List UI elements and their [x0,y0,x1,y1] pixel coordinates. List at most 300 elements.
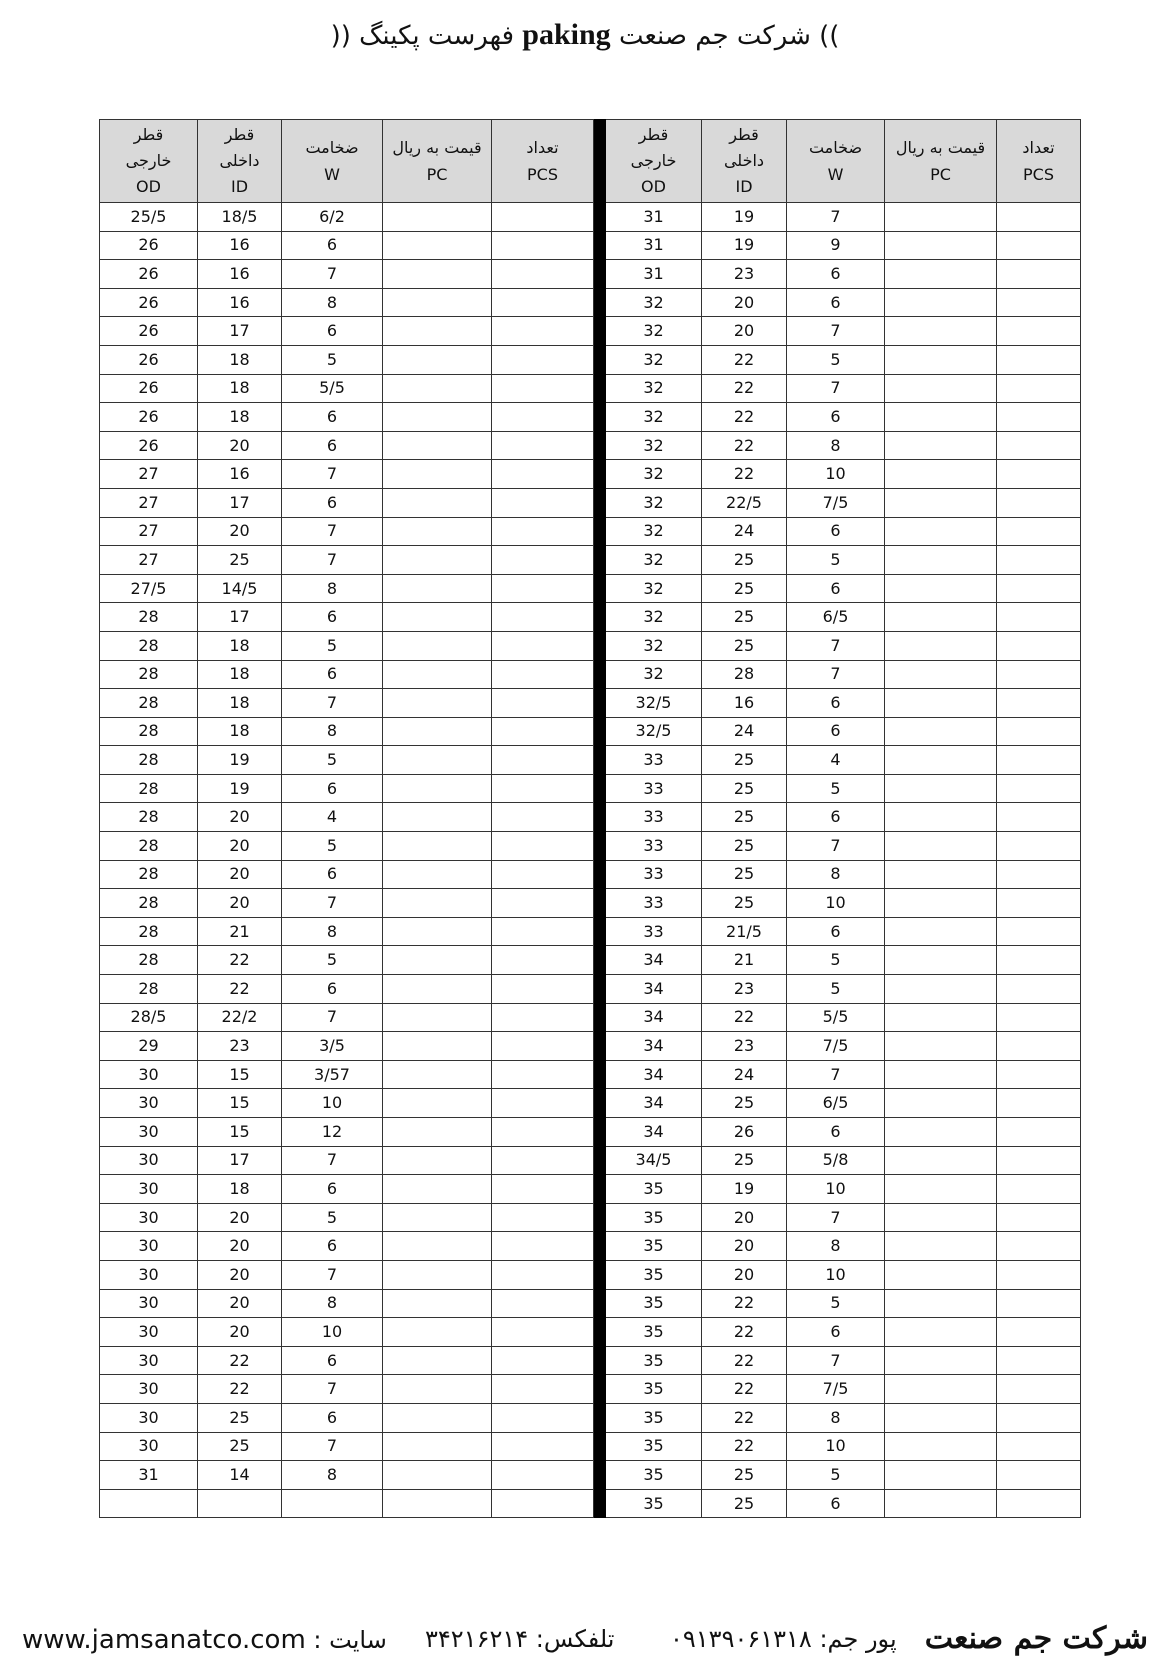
right-w-cell: 6/5 [787,1089,885,1118]
table-row [100,1203,1081,1232]
left-pcs-cell[interactable] [492,231,594,260]
right-pcs-cell[interactable] [997,1146,1081,1175]
mobile-number: ۰۹۱۳۹۰۶۱۳۱۸ [670,1625,812,1653]
left-od-cell [100,1489,198,1518]
right-pc-cell[interactable] [885,288,997,317]
left-pc-cell[interactable] [383,1432,492,1461]
right-pc-cell[interactable] [885,345,997,374]
right-pc-cell[interactable] [885,403,997,432]
left-pcs-cell[interactable] [492,1089,594,1118]
right-pc-cell[interactable] [885,203,997,232]
left-pc-cell[interactable] [383,1489,492,1518]
left-pcs-cell[interactable] [492,546,594,575]
left-w-cell: 7 [282,260,383,289]
left-pcs-cell[interactable] [492,1060,594,1089]
left-pc-cell[interactable] [383,1403,492,1432]
left-pc-cell[interactable] [383,1461,492,1490]
left-pcs-cell[interactable] [492,288,594,317]
table-row [100,317,1081,346]
left-pcs-cell[interactable] [492,1289,594,1318]
left-pc-cell[interactable] [383,1260,492,1289]
right-pc-cell[interactable] [885,1089,997,1118]
left-pcs-cell[interactable] [492,374,594,403]
right-od-cell: 33 [606,860,702,889]
right-pcs-cell[interactable] [997,288,1081,317]
column-separator [594,517,606,546]
left-pc-cell[interactable] [383,260,492,289]
left-pcs-cell[interactable] [492,717,594,746]
right-pcs-cell[interactable] [997,1318,1081,1347]
right-pcs-cell[interactable] [997,1118,1081,1147]
right-w-cell: 6 [787,403,885,432]
right-w-cell: 7 [787,832,885,861]
right-id-cell: 25 [702,631,787,660]
table-row [100,774,1081,803]
left-w-cell: 6 [282,403,383,432]
right-pcs-cell[interactable] [997,1203,1081,1232]
right-pcs-cell[interactable] [997,1346,1081,1375]
right-pc-cell[interactable] [885,1260,997,1289]
left-pc-cell[interactable] [383,1375,492,1404]
left-id-cell: 15 [198,1060,282,1089]
column-separator [594,946,606,975]
right-id-cell: 25 [702,803,787,832]
right-pc-cell[interactable] [885,431,997,460]
right-pcs-cell[interactable] [997,374,1081,403]
left-pc-cell[interactable] [383,889,492,918]
left-pc-cell[interactable] [383,517,492,546]
left-pcs-cell[interactable] [492,1432,594,1461]
left-w-cell: 6/2 [282,203,383,232]
right-pc-cell[interactable] [885,1118,997,1147]
right-pc-cell[interactable] [885,717,997,746]
left-pc-cell[interactable] [383,1318,492,1347]
right-w-cell: 7 [787,317,885,346]
left-pcs-cell[interactable] [492,1403,594,1432]
left-od-cell: 28 [100,746,198,775]
left-od-cell: 30 [100,1203,198,1232]
right-pc-cell[interactable] [885,746,997,775]
left-w-cell: 7 [282,689,383,718]
right-pc-cell[interactable] [885,231,997,260]
left-pcs-cell[interactable] [492,517,594,546]
right-w-cell: 6 [787,803,885,832]
right-pcs-cell[interactable] [997,860,1081,889]
right-od-cell: 33 [606,803,702,832]
right-pc-cell[interactable] [885,889,997,918]
left-id-cell: 21 [198,917,282,946]
right-pc-cell[interactable] [885,574,997,603]
left-w-cell: 7 [282,517,383,546]
left-pc-cell[interactable] [383,345,492,374]
right-pcs-cell[interactable] [997,717,1081,746]
right-id-cell: 16 [702,689,787,718]
column-separator [594,1403,606,1432]
left-pc-cell[interactable] [383,746,492,775]
left-pc-cell[interactable] [383,832,492,861]
left-pcs-cell[interactable] [492,889,594,918]
right-pc-cell[interactable] [885,488,997,517]
right-od-cell: 31 [606,260,702,289]
left-od-cell: 30 [100,1432,198,1461]
right-w-cell: 6 [787,288,885,317]
column-separator [594,746,606,775]
left-pc-cell[interactable] [383,1089,492,1118]
left-id-cell: 18 [198,345,282,374]
right-id-cell: 22 [702,431,787,460]
right-id-cell: 25 [702,746,787,775]
column-separator [594,546,606,575]
left-w-cell: 5 [282,946,383,975]
column-separator [594,288,606,317]
right-pc-cell[interactable] [885,546,997,575]
left-pcs-cell[interactable] [492,660,594,689]
left-pcs-cell[interactable] [492,1461,594,1490]
right-od-cell: 35 [606,1260,702,1289]
column-separator [594,460,606,489]
right-w-cell: 5 [787,546,885,575]
right-pcs-cell[interactable] [997,832,1081,861]
right-pc-cell[interactable] [885,975,997,1004]
right-pcs-cell[interactable] [997,460,1081,489]
right-pc-cell[interactable] [885,832,997,861]
right-pc-cell[interactable] [885,1146,997,1175]
table-row [100,1461,1081,1490]
left-pcs-cell[interactable] [492,946,594,975]
left-pc-cell[interactable] [383,546,492,575]
right-pcs-cell[interactable] [997,1489,1081,1518]
right-pc-cell[interactable] [885,946,997,975]
right-pcs-cell[interactable] [997,488,1081,517]
right-pcs-cell[interactable] [997,1289,1081,1318]
right-pc-cell[interactable] [885,374,997,403]
left-w-cell: 7 [282,546,383,575]
right-pc-cell[interactable] [885,1403,997,1432]
left-pcs-cell[interactable] [492,1375,594,1404]
right-id-cell: 25 [702,1089,787,1118]
left-w-cell: 6 [282,603,383,632]
left-pc-cell[interactable] [383,231,492,260]
left-pcs-cell[interactable] [492,917,594,946]
right-pc-cell[interactable] [885,1461,997,1490]
table-row [100,946,1081,975]
left-od-cell: 28 [100,631,198,660]
left-id-cell: 22 [198,975,282,1004]
left-pc-cell[interactable] [383,1003,492,1032]
right-pc-cell[interactable] [885,1032,997,1061]
left-pc-cell[interactable] [383,1346,492,1375]
left-w-cell: 10 [282,1318,383,1347]
right-pcs-cell[interactable] [997,1432,1081,1461]
right-w-cell: 5 [787,975,885,1004]
right-pcs-cell[interactable] [997,260,1081,289]
right-pcs-cell[interactable] [997,917,1081,946]
right-id-cell: 25 [702,1461,787,1490]
left-pcs-cell[interactable] [492,975,594,1004]
right-pc-cell[interactable] [885,1375,997,1404]
left-pcs-cell[interactable] [492,317,594,346]
right-pc-cell[interactable] [885,1432,997,1461]
left-pcs-cell[interactable] [492,1203,594,1232]
left-pcs-cell[interactable] [492,1146,594,1175]
right-id-cell: 20 [702,1203,787,1232]
left-pc-cell[interactable] [383,574,492,603]
table-row [100,1375,1081,1404]
left-pc-cell[interactable] [383,1203,492,1232]
left-pc-cell[interactable] [383,1232,492,1261]
table-row [100,689,1081,718]
right-pcs-cell[interactable] [997,1232,1081,1261]
left-pcs-cell[interactable] [492,1118,594,1147]
right-id-cell: 22 [702,1289,787,1318]
left-pc-cell[interactable] [383,1060,492,1089]
left-pc-cell[interactable] [383,946,492,975]
left-id-cell: 16 [198,288,282,317]
right-pc-cell[interactable] [885,660,997,689]
left-pc-cell[interactable] [383,403,492,432]
right-pc-cell[interactable] [885,1060,997,1089]
right-pcs-cell[interactable] [997,1060,1081,1089]
right-id-cell: 28 [702,660,787,689]
left-pcs-cell[interactable] [492,460,594,489]
left-pcs-cell[interactable] [492,746,594,775]
right-pcs-cell[interactable] [997,1461,1081,1490]
right-w-cell: 7/5 [787,488,885,517]
right-id-cell: 22 [702,460,787,489]
left-id-cell: 25 [198,1403,282,1432]
right-pcs-cell[interactable] [997,403,1081,432]
left-pcs-cell[interactable] [492,345,594,374]
left-pcs-cell[interactable] [492,1032,594,1061]
right-pc-cell[interactable] [885,689,997,718]
left-w-cell: 6 [282,1403,383,1432]
left-pc-cell[interactable] [383,460,492,489]
left-pcs-cell[interactable] [492,1489,594,1518]
table-row [100,288,1081,317]
left-pc-cell[interactable] [383,1032,492,1061]
left-pcs-cell[interactable] [492,689,594,718]
right-id-cell: 22 [702,1346,787,1375]
left-pcs-cell[interactable] [492,1260,594,1289]
left-od-cell: 27 [100,517,198,546]
right-pc-cell[interactable] [885,1203,997,1232]
left-pcs-cell[interactable] [492,1346,594,1375]
header-left-pcs: تعداد PCS [492,120,594,203]
left-w-cell: 8 [282,1289,383,1318]
header-left-id: قطر داخلی ID [198,120,282,203]
left-w-cell: 7 [282,1003,383,1032]
left-pc-cell[interactable] [383,317,492,346]
left-pcs-cell[interactable] [492,603,594,632]
right-pcs-cell[interactable] [997,231,1081,260]
right-od-cell: 32 [606,288,702,317]
left-pc-cell[interactable] [383,774,492,803]
right-pcs-cell[interactable] [997,203,1081,232]
right-pcs-cell[interactable] [997,746,1081,775]
right-pc-cell[interactable] [885,517,997,546]
left-pc-cell[interactable] [383,374,492,403]
left-pcs-cell[interactable] [492,1003,594,1032]
left-od-cell: 31 [100,1461,198,1490]
left-id-cell: 22 [198,1375,282,1404]
table-row [100,803,1081,832]
right-pcs-cell[interactable] [997,1260,1081,1289]
right-pcs-cell[interactable] [997,574,1081,603]
right-pc-cell[interactable] [885,260,997,289]
right-w-cell: 7 [787,1203,885,1232]
left-pc-cell[interactable] [383,1146,492,1175]
right-pc-cell[interactable] [885,1175,997,1204]
right-pcs-cell[interactable] [997,631,1081,660]
right-pcs-cell[interactable] [997,660,1081,689]
table-row [100,488,1081,517]
left-pcs-cell[interactable] [492,488,594,517]
right-id-cell: 25 [702,774,787,803]
left-pcs-cell[interactable] [492,260,594,289]
left-pcs-cell[interactable] [492,832,594,861]
left-pcs-cell[interactable] [492,631,594,660]
right-pcs-cell[interactable] [997,1089,1081,1118]
right-id-cell: 20 [702,1232,787,1261]
right-pc-cell[interactable] [885,317,997,346]
left-pc-cell[interactable] [383,1175,492,1204]
left-pcs-cell[interactable] [492,574,594,603]
site-label: سایت : [313,1626,387,1654]
left-pc-cell[interactable] [383,689,492,718]
right-pc-cell[interactable] [885,1232,997,1261]
left-w-cell: 12 [282,1118,383,1147]
left-id-cell: 14/5 [198,574,282,603]
right-id-cell: 22 [702,403,787,432]
right-pcs-cell[interactable] [997,803,1081,832]
right-od-cell: 35 [606,1489,702,1518]
left-pc-cell[interactable] [383,488,492,517]
right-od-cell: 34 [606,1060,702,1089]
right-pc-cell[interactable] [885,603,997,632]
right-pcs-cell[interactable] [997,1403,1081,1432]
right-pcs-cell[interactable] [997,889,1081,918]
column-separator [594,1289,606,1318]
column-separator [594,231,606,260]
right-id-cell: 25 [702,832,787,861]
left-id-cell: 16 [198,260,282,289]
left-pcs-cell[interactable] [492,1175,594,1204]
header-left-od: قطر خارجی OD [100,120,198,203]
left-pc-cell[interactable] [383,1118,492,1147]
right-pc-cell[interactable] [885,774,997,803]
left-od-cell: 26 [100,403,198,432]
right-w-cell: 6 [787,689,885,718]
right-w-cell: 9 [787,231,885,260]
right-pc-cell[interactable] [885,860,997,889]
right-pcs-cell[interactable] [997,546,1081,575]
left-w-cell: 6 [282,975,383,1004]
right-pcs-cell[interactable] [997,431,1081,460]
left-pcs-cell[interactable] [492,203,594,232]
table-row [100,917,1081,946]
left-od-cell: 28 [100,889,198,918]
right-pcs-cell[interactable] [997,1175,1081,1204]
right-pc-cell[interactable] [885,1346,997,1375]
left-pcs-cell[interactable] [492,774,594,803]
right-pcs-cell[interactable] [997,689,1081,718]
left-pcs-cell[interactable] [492,1318,594,1347]
left-pc-cell[interactable] [383,660,492,689]
right-pcs-cell[interactable] [997,946,1081,975]
left-pc-cell[interactable] [383,1289,492,1318]
left-w-cell: 8 [282,917,383,946]
left-pc-cell[interactable] [383,717,492,746]
right-pc-cell[interactable] [885,1489,997,1518]
right-pcs-cell[interactable] [997,774,1081,803]
left-od-cell: 30 [100,1403,198,1432]
right-pc-cell[interactable] [885,917,997,946]
site-url[interactable]: www.jamsanatco.com [22,1625,306,1655]
right-pc-cell[interactable] [885,1318,997,1347]
right-pcs-cell[interactable] [997,345,1081,374]
table-row [100,1346,1081,1375]
left-od-cell: 28 [100,917,198,946]
right-pc-cell[interactable] [885,631,997,660]
column-separator [594,1060,606,1089]
left-pc-cell[interactable] [383,288,492,317]
left-od-cell: 27 [100,488,198,517]
left-pc-cell[interactable] [383,431,492,460]
left-od-cell: 30 [100,1089,198,1118]
left-pc-cell[interactable] [383,603,492,632]
right-id-cell: 24 [702,717,787,746]
left-pcs-cell[interactable] [492,860,594,889]
right-pcs-cell[interactable] [997,1375,1081,1404]
right-pcs-cell[interactable] [997,975,1081,1004]
left-pcs-cell[interactable] [492,431,594,460]
left-pc-cell[interactable] [383,803,492,832]
left-id-cell: 20 [198,889,282,918]
left-id-cell [198,1489,282,1518]
left-pcs-cell[interactable] [492,403,594,432]
left-id-cell: 20 [198,803,282,832]
left-id-cell: 16 [198,460,282,489]
right-pc-cell[interactable] [885,1289,997,1318]
left-pc-cell[interactable] [383,917,492,946]
right-id-cell: 19 [702,231,787,260]
right-pc-cell[interactable] [885,1003,997,1032]
left-w-cell: 7 [282,889,383,918]
left-od-cell: 30 [100,1289,198,1318]
left-pcs-cell[interactable] [492,1232,594,1261]
right-w-cell: 8 [787,1403,885,1432]
right-pcs-cell[interactable] [997,317,1081,346]
table-row [100,546,1081,575]
right-pcs-cell[interactable] [997,603,1081,632]
right-pc-cell[interactable] [885,803,997,832]
left-id-cell: 15 [198,1118,282,1147]
right-od-cell: 32 [606,431,702,460]
left-pc-cell[interactable] [383,631,492,660]
right-pcs-cell[interactable] [997,1003,1081,1032]
footer-telfax [425,1625,614,1653]
left-pc-cell[interactable] [383,975,492,1004]
right-w-cell: 7 [787,660,885,689]
right-pcs-cell[interactable] [997,1032,1081,1061]
left-pc-cell[interactable] [383,203,492,232]
right-pc-cell[interactable] [885,460,997,489]
left-pc-cell[interactable] [383,860,492,889]
table-row [100,374,1081,403]
table-body [100,203,1081,1518]
left-pcs-cell[interactable] [492,803,594,832]
right-pcs-cell[interactable] [997,517,1081,546]
